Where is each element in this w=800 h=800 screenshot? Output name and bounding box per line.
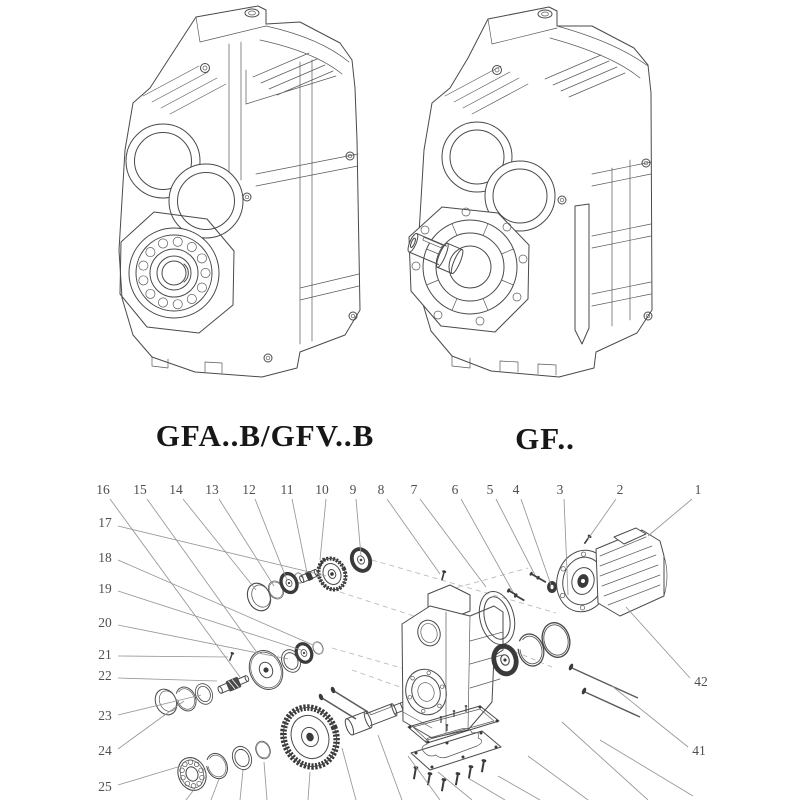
leader-line (648, 499, 692, 536)
coupling-nut (547, 581, 557, 593)
leader-line (264, 762, 267, 800)
leader-line (600, 740, 693, 796)
exploded-view (96, 482, 708, 800)
callout-number: 16 (96, 482, 110, 498)
output-solid-shaft (344, 696, 412, 736)
callout-number: 23 (98, 708, 112, 724)
callout-number: 24 (98, 743, 112, 759)
cooling-ribs-left-face (143, 53, 336, 114)
leader-line (255, 499, 287, 580)
leader-line (110, 499, 240, 677)
output-flange (409, 207, 529, 332)
leader-line (118, 625, 288, 659)
callout-number: 25 (98, 779, 112, 795)
leader-line (118, 678, 217, 681)
callout-number: 11 (280, 482, 294, 498)
leader-line (240, 770, 243, 800)
callout-number: 20 (98, 615, 112, 631)
leader-line (387, 499, 440, 574)
gearbox-assembled-hollow-shaft (119, 6, 360, 377)
intermediate-pinion (216, 673, 250, 696)
leader-line (588, 499, 616, 539)
callout-number: 22 (98, 668, 112, 684)
callout-number: 21 (98, 647, 112, 663)
callout-number: 15 (133, 482, 147, 498)
model-label-left: GFA..B/GFV..B (155, 418, 375, 453)
leader-line (496, 499, 535, 575)
leader-line (308, 772, 310, 800)
leader-line (118, 656, 228, 657)
callout-number: 3 (556, 482, 564, 498)
long-studs (568, 663, 640, 717)
output-gear (275, 699, 346, 774)
motor-body (596, 530, 664, 616)
leader-line (118, 526, 326, 576)
callout-number: 13 (205, 482, 219, 498)
leader-line (468, 778, 505, 800)
leader-line (292, 499, 307, 573)
leader-line (408, 756, 440, 800)
callout-number: 17 (98, 515, 112, 531)
callout-number: 5 (486, 482, 494, 498)
callout-number: 4 (512, 482, 520, 498)
mounting-straps (256, 60, 359, 344)
callout-number: 8 (377, 482, 385, 498)
housing (400, 570, 503, 738)
input-shaft-parts (243, 546, 373, 614)
leader-line (626, 607, 690, 678)
callout-number: 9 (349, 482, 357, 498)
leader-line (420, 499, 486, 587)
intermediate-shaft-parts (151, 640, 325, 718)
callout-number: 12 (242, 482, 256, 498)
callout-number: 1 (694, 482, 702, 498)
callout-number: 18 (98, 550, 112, 566)
leader-line (461, 499, 513, 592)
callout-number: 10 (315, 482, 329, 498)
leader-line (211, 779, 219, 800)
callout-number: 19 (98, 581, 112, 597)
leader-line (342, 748, 356, 800)
leader-line (118, 766, 181, 785)
cooling-ribs-right-unit (445, 55, 625, 114)
leader-line (521, 499, 551, 585)
callout-number: 6 (451, 482, 459, 498)
leader-line (528, 756, 588, 800)
motor (550, 528, 667, 617)
callout-number: 42 (694, 674, 708, 690)
leader-line (118, 701, 184, 749)
oil-pan-cover (411, 731, 501, 770)
gearbox-assembled-solid-shaft (405, 7, 652, 377)
callout-number: 14 (169, 482, 183, 498)
callout-number: 2 (616, 482, 624, 498)
leader-line (219, 499, 274, 586)
leader-line (378, 735, 402, 800)
intermediate-gear (243, 645, 289, 695)
leader-line (320, 499, 326, 560)
callout-number: 7 (410, 482, 418, 498)
hollow-shaft-bearing (120, 212, 234, 333)
leader-line (498, 776, 540, 800)
callout-number: 41 (692, 743, 706, 759)
leader-line (612, 686, 688, 747)
model-label-right: GF.. (515, 421, 575, 456)
front-rib (575, 204, 589, 344)
